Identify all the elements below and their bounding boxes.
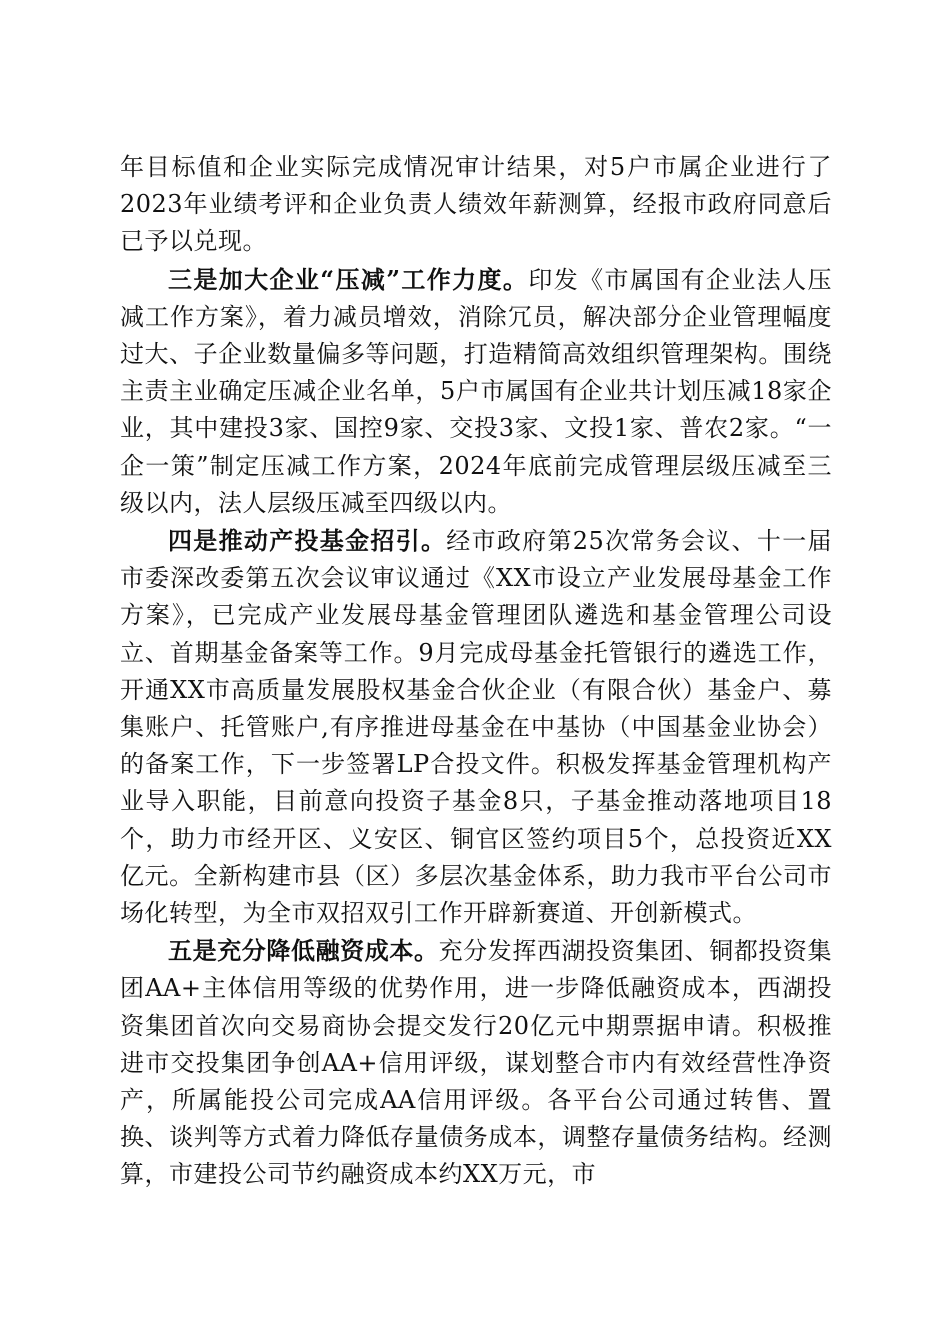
paragraph-reduction (120, 261, 832, 522)
paragraph-text: 充分发挥西湖投资集团、铜都投资集团AA+主体信用等级的优势作用，进一步降低融资成本，西湖投资集团首次向交易商协会提交发行20亿元中期票据申请。积极推进市交投集团争创AA+信用评级，谋划整合市内有效经营性净资产，所属能投公司完成AA信用评级。各平台公司通过转售、置换、谈判等方式着力降低存量债务成本，调整存量债务结构。经测算，市建投公司节约融资成本约XX万元，市 (120, 937, 833, 1189)
paragraph-lead: 五是充分降低融资成本。 (168, 936, 439, 966)
paragraph-text: 年目标值和企业实际完成情况审计结果，对5户市属企业进行了2023年业绩考评和企业负责人绩效年薪测算，经报市政府同意后已予以兑现。 (120, 153, 832, 256)
paragraph-text: 印发《市属国有企业法人压减工作方案》，着力减员增效，消除冗员，解决部分企业管理幅度过大、子企业数量偏多等问题，打造精简高效组织管理架构。围绕主责主业确定压减企业名单，5户市属国有企业共计划压减18家企业，其中建投3家、国控9家、交投3家、文投1家、普农2家。“一企一策”制定压减工作方案，2024年底前完成管理层级压减至三级以内，法人层级压减至四级以内。 (120, 265, 833, 517)
paragraph-lead: 三是加大企业“压减”工作力度。 (168, 264, 529, 294)
paragraph-lead: 四是推动产投基金招引。 (168, 526, 447, 556)
document-page (120, 148, 832, 1194)
paragraph-financing-cost (120, 932, 832, 1193)
paragraph-continuation (120, 148, 832, 261)
paragraph-text: 经市政府第25次常务会议、十一届市委深改委第五次会议审议通过《XX市设立产业发展母基金工作方案》，已完成产业发展母基金管理团队遴选和基金管理公司设立、首期基金备案等工作。9月完成母基金托管银行的遴选工作，开通XX市高质量发展股权基金合伙企业（有限合伙）基金户、募集账户、托管账户,有序推进母基金在中基协（中国基金业协会）的备案工作，下一步签署LP合投文件。积极发挥基金管理机构产业导入职能，目前意向投资子基金8只，子基金推动落地项目18个，助力市经开区、义安区、铜官区签约项目5个，总投资近XX亿元。全新构建市县（区）多层次基金体系，助力我市平台公司市场化转型，为全市双招双引工作开辟新赛道、开创新模式。 (120, 527, 832, 928)
paragraph-investment-fund (120, 522, 832, 932)
